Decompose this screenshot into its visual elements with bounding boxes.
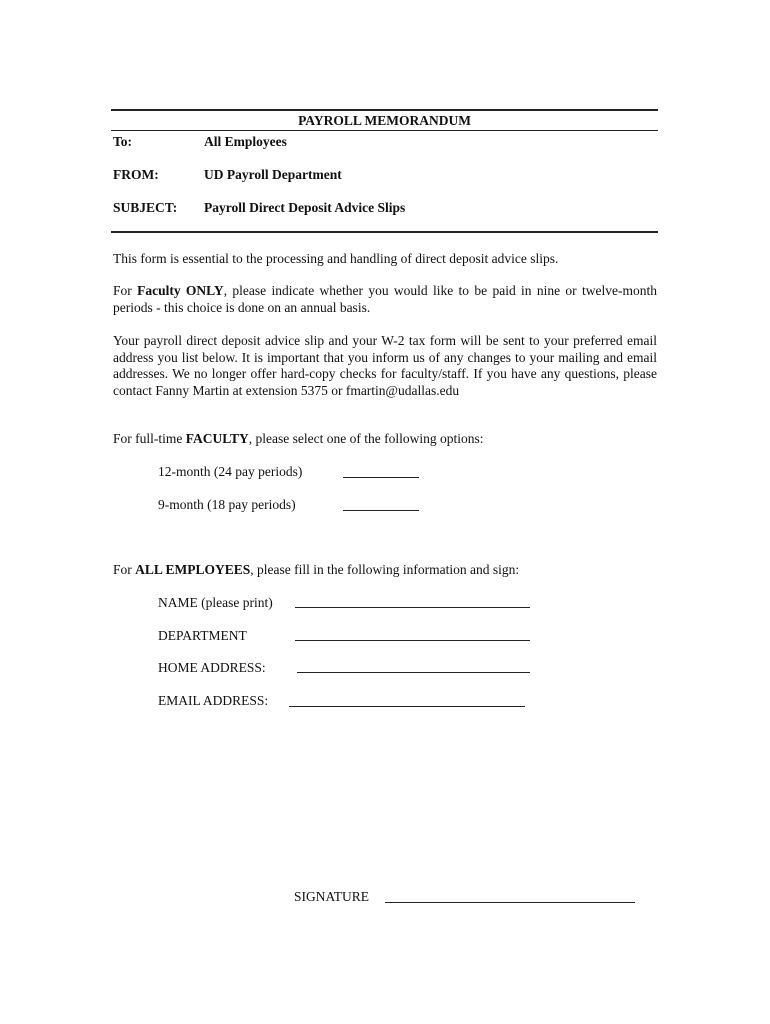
subject-value: Payroll Direct Deposit Advice Slips xyxy=(204,200,406,215)
p2-post: , please indicate whether you would like to be paid in nine or twelve-month periods - this choice is done on an annual basis. xyxy=(113,283,657,315)
name-field-line[interactable] xyxy=(295,607,530,608)
from-value: UD Payroll Department xyxy=(204,167,342,182)
employees-intro-bold: ALL EMPLOYEES xyxy=(135,562,251,577)
option-12-month-label: 12-month (24 pay periods) xyxy=(158,464,303,479)
employees-intro-post: , please fill in the following information and sign: xyxy=(250,562,520,577)
option-9-month-label: 9-month (18 pay periods) xyxy=(158,497,296,512)
email-address-field-line[interactable] xyxy=(289,706,525,707)
to-value: All Employees xyxy=(204,134,287,149)
signature-label: SIGNATURE xyxy=(294,889,370,904)
option-9-month-blank[interactable] xyxy=(343,510,419,511)
top-rule xyxy=(111,109,658,111)
name-label: NAME (please print) xyxy=(158,595,273,610)
department-label: DEPARTMENT xyxy=(158,628,247,643)
paragraph-advice-slip: Your payroll direct deposit advice slip and your W-2 tax form will be sent to your preferred email address you list below. It is important that you inform us of any changes to your mailing and email addresses. We no longer offer hard-copy checks for faculty/staff. If you have any questions, please contact Fanny Martin at extension 5375 or fmartin@udallas.edu xyxy=(113,333,657,398)
employees-intro xyxy=(113,562,519,578)
p2-bold: Faculty ONLY xyxy=(137,283,224,298)
p2-pre: For xyxy=(113,283,138,298)
home-address-field-line[interactable] xyxy=(297,672,530,673)
paragraph-faculty-only xyxy=(113,283,657,316)
memo-title: PAYROLL MEMORANDUM xyxy=(298,113,471,128)
title-rule xyxy=(111,130,658,131)
faculty-intro-post: , please select one of the following options: xyxy=(248,431,484,446)
signature-field-line[interactable] xyxy=(385,902,635,903)
faculty-intro-pre: For full-time xyxy=(113,431,186,446)
home-address-label: HOME ADDRESS: xyxy=(158,660,266,675)
faculty-intro xyxy=(113,431,483,447)
option-12-month-blank[interactable] xyxy=(343,477,419,478)
employees-intro-pre: For xyxy=(113,562,136,577)
subject-label: SUBJECT: xyxy=(113,200,178,215)
paragraph-intro: This form is essential to the processing and handling of direct deposit advice slips. xyxy=(113,251,559,266)
email-address-label: EMAIL ADDRESS: xyxy=(158,693,269,708)
to-label: To: xyxy=(113,134,133,149)
subject-rule xyxy=(111,231,658,233)
faculty-intro-bold: FACULTY xyxy=(185,431,249,446)
department-field-line[interactable] xyxy=(295,640,530,641)
from-label: FROM: xyxy=(113,167,159,182)
